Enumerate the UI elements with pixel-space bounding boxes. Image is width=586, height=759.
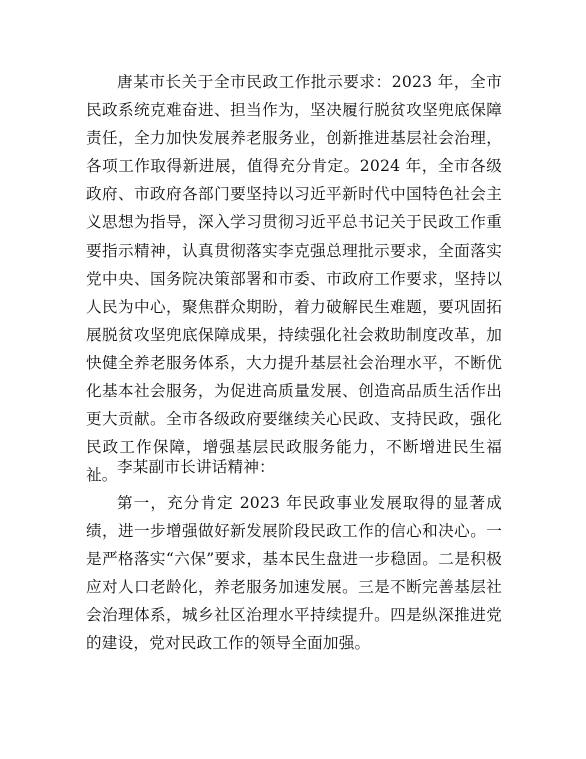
paragraph-point-one: 第一，充分肯定 2023 年民政事业发展取得的显著成绩，进一步增强做好新发展阶段民政工作的信心和决心。一是严格落实“六保”要求，基本民生盘进一步稳固。二是积极应对人口老龄化，养老服务加速发展。三是不断完善基层社会治理体系，城乡社区治理水平持续提升。四是纵深推进党的建设，党对民政工作的领导全面加强。 <box>86 494 502 653</box>
paragraph-vice-mayor-heading: 李某副市长讲话精神： <box>117 458 275 476</box>
paragraph-mayor-instructions: 唐某市长关于全市民政工作批示要求：2023 年，全市民政系统克难奋进、担当作为，坚决履行脱贫攻坚兜底保障责任，全力加快发展养老服务业，创新推进基层社会治理，各项工作取得新进展，值得充分肯定。2024 年，全市各级政府、市政府各部门要坚持以习近平新时代中国特色社会主义思想为指导，深入学习贯彻习近平总书记关于民政工作重要指示精神，认真贯彻落实李克强总理批示要求，全面落实党中央、国务院决策部署和市委、市政府工作要求，坚持以人民为中心，聚焦群众期盼，着力破解民生难题，要巩固拓展脱贫攻坚兜底保障成果，持续强化社会救助制度改革，加快健全养老服务体系，大力提升基层社会治理水平，不断优化基本社会服务，为促进高质量发展、创造高品质生活作出更大贡献。全市各级政府要继续关心民政、支持民政，强化民政工作保障，增强基层民政服务能力，不断增进民生福祉。 <box>86 73 502 485</box>
